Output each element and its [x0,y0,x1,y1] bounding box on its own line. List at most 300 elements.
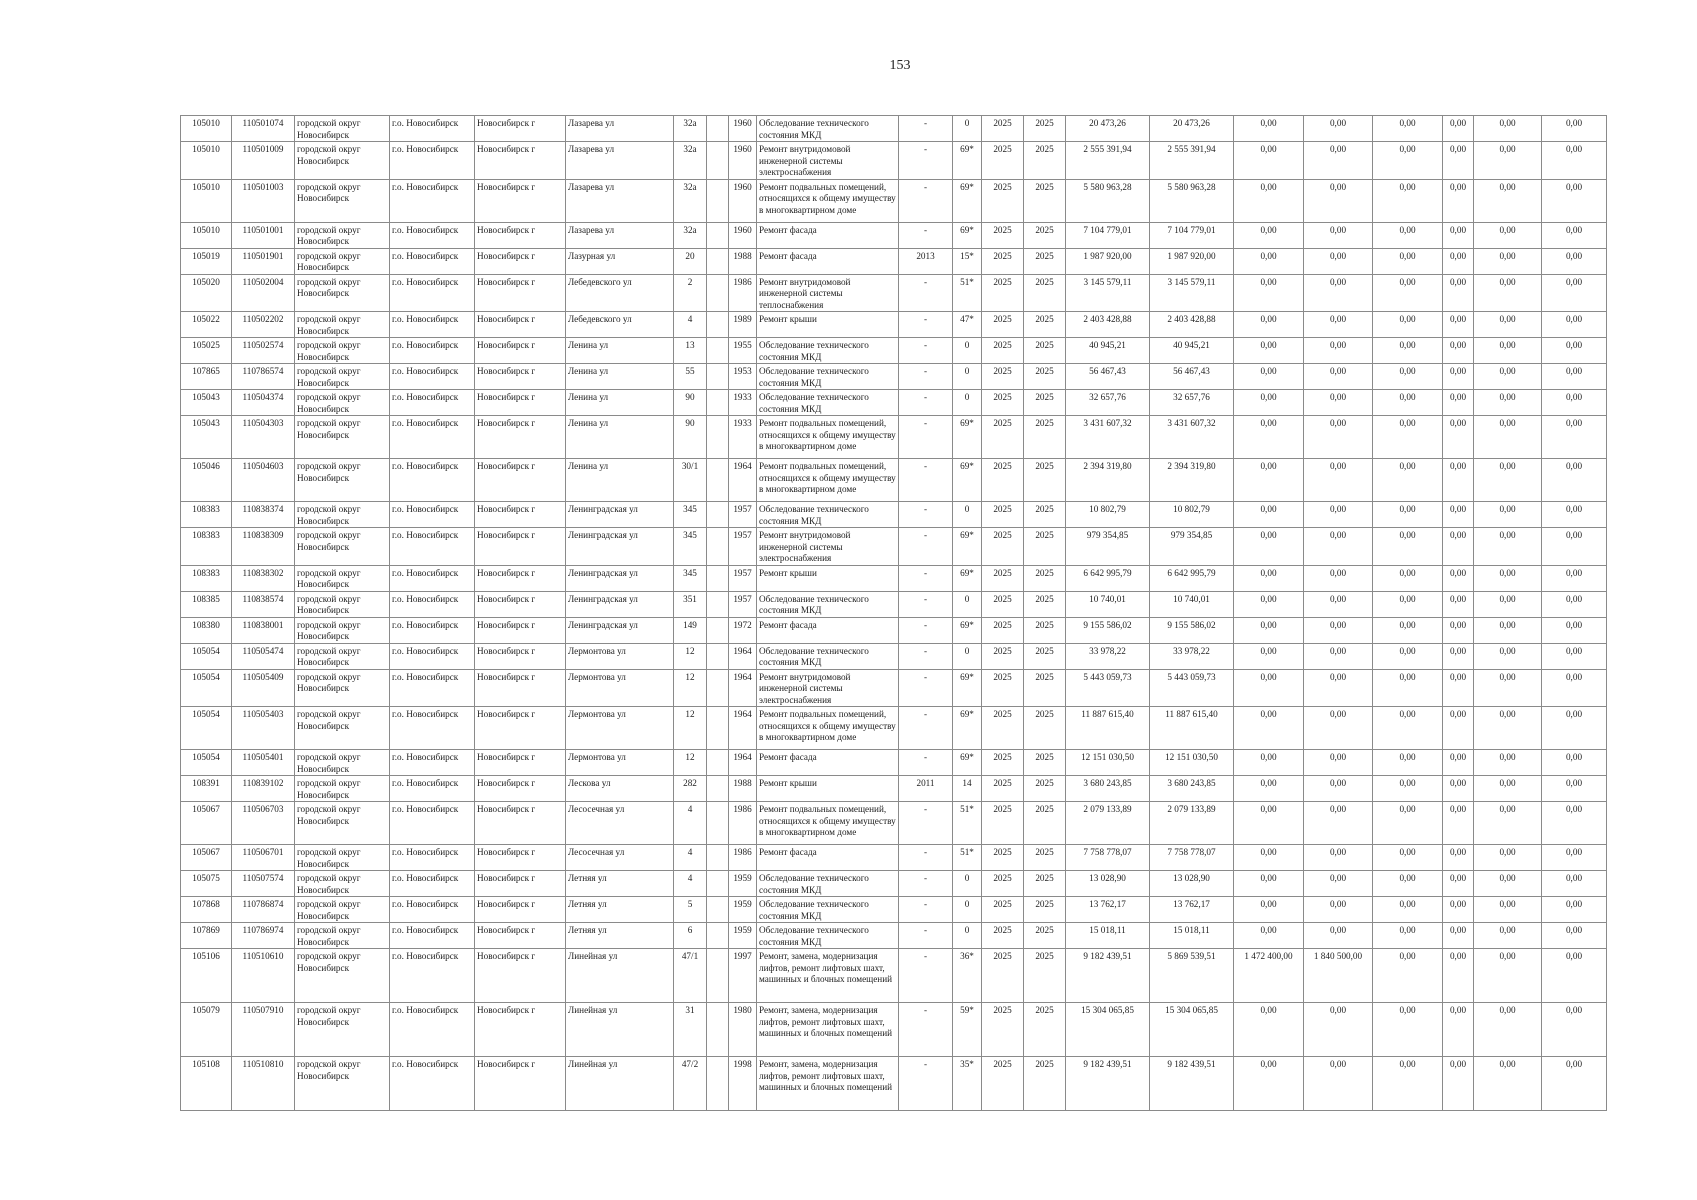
cell-street: Лебедевского ул [566,274,674,312]
cell-budget-cost-3: 0,00 [1373,528,1443,566]
cell-building-letter [707,565,729,591]
cell-budget-cost-1: 0,00 [1234,179,1304,222]
cell-budget-cost-1: 0,00 [1234,617,1304,643]
cell-budget-cost-1: 0,00 [1234,565,1304,591]
cell-settlement: г.о. Новосибирск [390,142,475,180]
cell-other-cost-2: 0,00 [1542,274,1607,312]
cell-other-cost-1: 0,00 [1474,897,1542,923]
cell-plan-year-start: 2025 [982,528,1024,566]
cell-plan-year-start: 2025 [982,312,1024,338]
cell-fund-cost: 13 028,90 [1150,871,1234,897]
cell-settlement: г.о. Новосибирск [390,845,475,871]
cell-settlement: г.о. Новосибирск [390,338,475,364]
cell-other-cost-1: 0,00 [1474,116,1542,142]
cell-last-repair-year: - [899,142,953,180]
cell-wear-percent: 0 [953,390,982,416]
cell-work-type: Ремонт внутридомовой инженерной системы теплоснабжения [757,274,899,312]
cell-work-type: Обследование технического состояния МКД [757,591,899,617]
cell-other-cost-2: 0,00 [1542,116,1607,142]
cell-budget-cost-2: 0,00 [1304,1003,1373,1057]
cell-settlement: г.о. Новосибирск [390,416,475,459]
cell-plan-year-end: 2025 [1024,802,1066,845]
cell-budget-cost-4: 0,00 [1443,222,1474,248]
cell-last-repair-year: - [899,528,953,566]
cell-budget-cost-4: 0,00 [1443,274,1474,312]
cell-last-repair-year: - [899,923,953,949]
cell-fund-cost: 40 945,21 [1150,338,1234,364]
cell-work-id: 110501901 [232,248,295,274]
cell-municipality: городской округ Новосибирск [295,845,390,871]
cell-building-letter [707,776,729,802]
cell-last-repair-year: - [899,871,953,897]
cell-plan-year-end: 2025 [1024,923,1066,949]
cell-municipality: городской округ Новосибирск [295,591,390,617]
cell-building-letter [707,528,729,566]
cell-house-number: 13 [674,338,707,364]
cell-settlement: г.о. Новосибирск [390,459,475,502]
cell-other-cost-1: 0,00 [1474,750,1542,776]
cell-street: Лескова ул [566,776,674,802]
cell-work-type: Ремонт подвальных помещений, относящихся к общему имуществу в многоквартирном доме [757,416,899,459]
cell-building-id: 105075 [181,871,232,897]
cell-work-type: Обследование технического состояния МКД [757,643,899,669]
cell-locality: Новосибирск г [475,179,566,222]
cell-last-repair-year: - [899,707,953,750]
cell-last-repair-year: - [899,459,953,502]
cell-budget-cost-2: 0,00 [1304,897,1373,923]
cell-work-type: Ремонт фасада [757,617,899,643]
table-row [181,116,1607,142]
cell-municipality: городской округ Новосибирск [295,528,390,566]
cell-build-year: 1959 [729,923,757,949]
cell-municipality: городской округ Новосибирск [295,312,390,338]
cell-other-cost-2: 0,00 [1542,591,1607,617]
cell-locality: Новосибирск г [475,923,566,949]
cell-fund-cost: 6 642 995,79 [1150,565,1234,591]
cell-plan-year-end: 2025 [1024,617,1066,643]
cell-other-cost-1: 0,00 [1474,591,1542,617]
cell-municipality: городской округ Новосибирск [295,142,390,180]
cell-build-year: 1933 [729,390,757,416]
cell-fund-cost: 15 304 065,85 [1150,1003,1234,1057]
cell-total-cost: 7 104 779,01 [1066,222,1150,248]
cell-budget-cost-4: 0,00 [1443,416,1474,459]
cell-wear-percent: 0 [953,502,982,528]
cell-street: Лесосечная ул [566,845,674,871]
cell-house-number: 345 [674,502,707,528]
cell-last-repair-year: - [899,179,953,222]
cell-fund-cost: 1 987 920,00 [1150,248,1234,274]
cell-street: Лермонтова ул [566,643,674,669]
cell-fund-cost: 5 580 963,28 [1150,179,1234,222]
cell-other-cost-1: 0,00 [1474,364,1542,390]
cell-budget-cost-2: 0,00 [1304,222,1373,248]
cell-fund-cost: 12 151 030,50 [1150,750,1234,776]
cell-work-type: Ремонт внутридомовой инженерной системы электроснабжения [757,142,899,180]
cell-locality: Новосибирск г [475,669,566,707]
cell-build-year: 1986 [729,802,757,845]
cell-other-cost-1: 0,00 [1474,179,1542,222]
cell-building-id: 105010 [181,142,232,180]
cell-municipality: городской округ Новосибирск [295,643,390,669]
cell-total-cost: 10 802,79 [1066,502,1150,528]
cell-street: Лазарева ул [566,222,674,248]
cell-house-number: 5 [674,897,707,923]
cell-street: Ленинградская ул [566,591,674,617]
cell-house-number: 6 [674,923,707,949]
cell-plan-year-end: 2025 [1024,669,1066,707]
cell-building-letter [707,897,729,923]
cell-fund-cost: 13 762,17 [1150,897,1234,923]
table-row [181,845,1607,871]
cell-locality: Новосибирск г [475,312,566,338]
cell-work-type: Ремонт подвальных помещений, относящихся к общему имуществу в многоквартирном доме [757,707,899,750]
cell-budget-cost-4: 0,00 [1443,116,1474,142]
cell-budget-cost-3: 0,00 [1373,776,1443,802]
cell-budget-cost-3: 0,00 [1373,142,1443,180]
cell-building-id: 105025 [181,338,232,364]
cell-budget-cost-1: 0,00 [1234,502,1304,528]
cell-last-repair-year: - [899,1003,953,1057]
cell-budget-cost-1: 0,00 [1234,669,1304,707]
cell-house-number: 149 [674,617,707,643]
cell-work-type: Обследование технического состояния МКД [757,338,899,364]
cell-locality: Новосибирск г [475,802,566,845]
cell-last-repair-year: - [899,1057,953,1111]
cell-budget-cost-4: 0,00 [1443,565,1474,591]
cell-budget-cost-3: 0,00 [1373,845,1443,871]
cell-building-id: 105043 [181,416,232,459]
cell-total-cost: 3 431 607,32 [1066,416,1150,459]
cell-budget-cost-3: 0,00 [1373,802,1443,845]
cell-last-repair-year: - [899,116,953,142]
cell-budget-cost-3: 0,00 [1373,617,1443,643]
cell-last-repair-year: - [899,364,953,390]
cell-municipality: городской округ Новосибирск [295,1057,390,1111]
cell-budget-cost-2: 0,00 [1304,179,1373,222]
cell-work-id: 110838374 [232,502,295,528]
cell-settlement: г.о. Новосибирск [390,528,475,566]
cell-plan-year-end: 2025 [1024,416,1066,459]
cell-house-number: 90 [674,416,707,459]
cell-plan-year-start: 2025 [982,390,1024,416]
cell-fund-cost: 20 473,26 [1150,116,1234,142]
cell-street: Ленина ул [566,338,674,364]
cell-building-letter [707,179,729,222]
cell-municipality: городской округ Новосибирск [295,248,390,274]
cell-work-type: Ремонт, замена, модернизация лифтов, ремонт лифтовых шахт, машинных и блочных помещений [757,949,899,1003]
cell-settlement: г.о. Новосибирск [390,707,475,750]
cell-total-cost: 20 473,26 [1066,116,1150,142]
cell-fund-cost: 9 182 439,51 [1150,1057,1234,1111]
cell-municipality: городской округ Новосибирск [295,364,390,390]
cell-other-cost-1: 0,00 [1474,871,1542,897]
cell-locality: Новосибирск г [475,528,566,566]
cell-other-cost-1: 0,00 [1474,312,1542,338]
cell-plan-year-end: 2025 [1024,116,1066,142]
cell-plan-year-start: 2025 [982,923,1024,949]
cell-budget-cost-4: 0,00 [1443,142,1474,180]
cell-last-repair-year: - [899,274,953,312]
cell-work-id: 110507910 [232,1003,295,1057]
cell-other-cost-2: 0,00 [1542,565,1607,591]
cell-locality: Новосибирск г [475,707,566,750]
cell-house-number: 345 [674,528,707,566]
cell-budget-cost-1: 0,00 [1234,1003,1304,1057]
cell-house-number: 12 [674,643,707,669]
cell-plan-year-start: 2025 [982,565,1024,591]
cell-work-id: 110505401 [232,750,295,776]
cell-budget-cost-4: 0,00 [1443,871,1474,897]
cell-municipality: городской округ Новосибирск [295,459,390,502]
cell-settlement: г.о. Новосибирск [390,502,475,528]
cell-plan-year-end: 2025 [1024,222,1066,248]
cell-work-type: Обследование технического состояния МКД [757,116,899,142]
table-body [181,116,1607,1111]
cell-work-type: Ремонт подвальных помещений, относящихся к общему имуществу в многоквартирном доме [757,459,899,502]
cell-work-id: 110510810 [232,1057,295,1111]
cell-municipality: городской округ Новосибирск [295,416,390,459]
cell-other-cost-1: 0,00 [1474,416,1542,459]
cell-municipality: городской округ Новосибирск [295,949,390,1003]
table-row [181,565,1607,591]
cell-other-cost-2: 0,00 [1542,750,1607,776]
cell-building-letter [707,312,729,338]
cell-build-year: 1964 [729,643,757,669]
cell-budget-cost-2: 0,00 [1304,802,1373,845]
cell-other-cost-1: 0,00 [1474,248,1542,274]
cell-budget-cost-2: 0,00 [1304,274,1373,312]
cell-budget-cost-2: 0,00 [1304,565,1373,591]
cell-budget-cost-2: 0,00 [1304,871,1373,897]
cell-settlement: г.о. Новосибирск [390,643,475,669]
cell-build-year: 1997 [729,949,757,1003]
cell-budget-cost-3: 0,00 [1373,949,1443,1003]
cell-fund-cost: 9 155 586,02 [1150,617,1234,643]
cell-work-id: 110510610 [232,949,295,1003]
cell-street: Ленинградская ул [566,565,674,591]
cell-budget-cost-3: 0,00 [1373,248,1443,274]
cell-wear-percent: 0 [953,871,982,897]
cell-municipality: городской округ Новосибирск [295,802,390,845]
cell-plan-year-end: 2025 [1024,591,1066,617]
cell-plan-year-end: 2025 [1024,1003,1066,1057]
cell-budget-cost-2: 0,00 [1304,845,1373,871]
cell-fund-cost: 7 104 779,01 [1150,222,1234,248]
cell-building-letter [707,617,729,643]
cell-build-year: 1957 [729,528,757,566]
cell-other-cost-1: 0,00 [1474,502,1542,528]
cell-building-letter [707,248,729,274]
cell-build-year: 1998 [729,1057,757,1111]
cell-municipality: городской округ Новосибирск [295,923,390,949]
cell-plan-year-start: 2025 [982,116,1024,142]
cell-other-cost-2: 0,00 [1542,1003,1607,1057]
cell-budget-cost-1: 0,00 [1234,871,1304,897]
cell-fund-cost: 7 758 778,07 [1150,845,1234,871]
cell-building-id: 105054 [181,750,232,776]
cell-settlement: г.о. Новосибирск [390,923,475,949]
cell-other-cost-2: 0,00 [1542,802,1607,845]
cell-total-cost: 2 555 391,94 [1066,142,1150,180]
cell-locality: Новосибирск г [475,643,566,669]
cell-last-repair-year: - [899,750,953,776]
cell-plan-year-end: 2025 [1024,502,1066,528]
cell-house-number: 30/1 [674,459,707,502]
cell-plan-year-end: 2025 [1024,949,1066,1003]
cell-building-id: 105010 [181,222,232,248]
cell-total-cost: 13 762,17 [1066,897,1150,923]
cell-fund-cost: 2 403 428,88 [1150,312,1234,338]
cell-building-letter [707,802,729,845]
cell-other-cost-1: 0,00 [1474,274,1542,312]
cell-street: Ленина ул [566,390,674,416]
cell-building-id: 105079 [181,1003,232,1057]
cell-building-id: 105054 [181,669,232,707]
cell-settlement: г.о. Новосибирск [390,1057,475,1111]
cell-last-repair-year: - [899,897,953,923]
table-row [181,750,1607,776]
cell-budget-cost-3: 0,00 [1373,274,1443,312]
cell-wear-percent: 69* [953,222,982,248]
cell-other-cost-2: 0,00 [1542,871,1607,897]
cell-plan-year-start: 2025 [982,617,1024,643]
table-row [181,528,1607,566]
page-number: 153 [889,58,911,73]
cell-plan-year-start: 2025 [982,845,1024,871]
cell-house-number: 4 [674,312,707,338]
cell-municipality: городской округ Новосибирск [295,502,390,528]
cell-house-number: 12 [674,750,707,776]
cell-work-id: 110506701 [232,845,295,871]
cell-plan-year-start: 2025 [982,459,1024,502]
cell-other-cost-1: 0,00 [1474,707,1542,750]
table-row [181,949,1607,1003]
cell-other-cost-2: 0,00 [1542,179,1607,222]
cell-plan-year-start: 2025 [982,364,1024,390]
cell-work-id: 110502202 [232,312,295,338]
cell-wear-percent: 69* [953,179,982,222]
cell-building-id: 105067 [181,802,232,845]
table-row [181,248,1607,274]
cell-plan-year-start: 2025 [982,1003,1024,1057]
cell-wear-percent: 0 [953,643,982,669]
cell-budget-cost-4: 0,00 [1443,591,1474,617]
cell-total-cost: 2 394 319,80 [1066,459,1150,502]
table-row [181,591,1607,617]
cell-settlement: г.о. Новосибирск [390,776,475,802]
cell-other-cost-2: 0,00 [1542,643,1607,669]
cell-wear-percent: 36* [953,949,982,1003]
cell-house-number: 32а [674,142,707,180]
cell-total-cost: 13 028,90 [1066,871,1150,897]
table-row [181,707,1607,750]
cell-building-letter [707,390,729,416]
cell-building-id: 105067 [181,845,232,871]
cell-municipality: городской округ Новосибирск [295,338,390,364]
cell-locality: Новосибирск г [475,338,566,364]
cell-locality: Новосибирск г [475,591,566,617]
cell-other-cost-1: 0,00 [1474,949,1542,1003]
cell-street: Ленинградская ул [566,502,674,528]
cell-other-cost-1: 0,00 [1474,1057,1542,1111]
cell-budget-cost-3: 0,00 [1373,1003,1443,1057]
cell-other-cost-1: 0,00 [1474,802,1542,845]
cell-last-repair-year: - [899,312,953,338]
cell-budget-cost-2: 0,00 [1304,312,1373,338]
cell-building-letter [707,116,729,142]
cell-total-cost: 3 145 579,11 [1066,274,1150,312]
cell-municipality: городской округ Новосибирск [295,390,390,416]
cell-house-number: 4 [674,845,707,871]
cell-plan-year-start: 2025 [982,643,1024,669]
cell-work-id: 110786974 [232,923,295,949]
cell-settlement: г.о. Новосибирск [390,274,475,312]
table-row [181,390,1607,416]
cell-locality: Новосибирск г [475,142,566,180]
cell-street: Лазарева ул [566,179,674,222]
table-row [181,617,1607,643]
cell-plan-year-start: 2025 [982,591,1024,617]
table-row [181,312,1607,338]
cell-budget-cost-1: 0,00 [1234,776,1304,802]
cell-work-id: 110502574 [232,338,295,364]
cell-build-year: 1988 [729,776,757,802]
cell-other-cost-2: 0,00 [1542,669,1607,707]
cell-work-type: Ремонт внутридомовой инженерной системы электроснабжения [757,669,899,707]
cell-other-cost-2: 0,00 [1542,1057,1607,1111]
table-row [181,142,1607,180]
cell-building-id: 105106 [181,949,232,1003]
cell-budget-cost-3: 0,00 [1373,923,1443,949]
cell-total-cost: 3 680 243,85 [1066,776,1150,802]
table-row [181,274,1607,312]
cell-budget-cost-1: 0,00 [1234,707,1304,750]
cell-other-cost-1: 0,00 [1474,565,1542,591]
cell-wear-percent: 69* [953,750,982,776]
cell-work-type: Ремонт, замена, модернизация лифтов, ремонт лифтовых шахт, машинных и блочных помещений [757,1003,899,1057]
cell-building-id: 105054 [181,643,232,669]
cell-total-cost: 9 155 586,02 [1066,617,1150,643]
cell-budget-cost-2: 0,00 [1304,707,1373,750]
cell-budget-cost-4: 0,00 [1443,1003,1474,1057]
cell-plan-year-end: 2025 [1024,248,1066,274]
cell-building-id: 107869 [181,923,232,949]
cell-settlement: г.о. Новосибирск [390,802,475,845]
cell-budget-cost-3: 0,00 [1373,364,1443,390]
cell-other-cost-1: 0,00 [1474,142,1542,180]
cell-budget-cost-2: 0,00 [1304,116,1373,142]
cell-plan-year-end: 2025 [1024,312,1066,338]
cell-work-id: 110501074 [232,116,295,142]
cell-budget-cost-1: 0,00 [1234,1057,1304,1111]
cell-budget-cost-4: 0,00 [1443,364,1474,390]
table-row [181,416,1607,459]
table-row [181,1003,1607,1057]
cell-locality: Новосибирск г [475,871,566,897]
table-row [181,776,1607,802]
cell-building-id: 105010 [181,116,232,142]
cell-other-cost-1: 0,00 [1474,338,1542,364]
cell-plan-year-start: 2025 [982,338,1024,364]
cell-budget-cost-1: 0,00 [1234,364,1304,390]
cell-budget-cost-3: 0,00 [1373,1057,1443,1111]
cell-budget-cost-2: 0,00 [1304,390,1373,416]
cell-last-repair-year: - [899,390,953,416]
cell-build-year: 1986 [729,274,757,312]
cell-budget-cost-4: 0,00 [1443,802,1474,845]
cell-budget-cost-3: 0,00 [1373,390,1443,416]
